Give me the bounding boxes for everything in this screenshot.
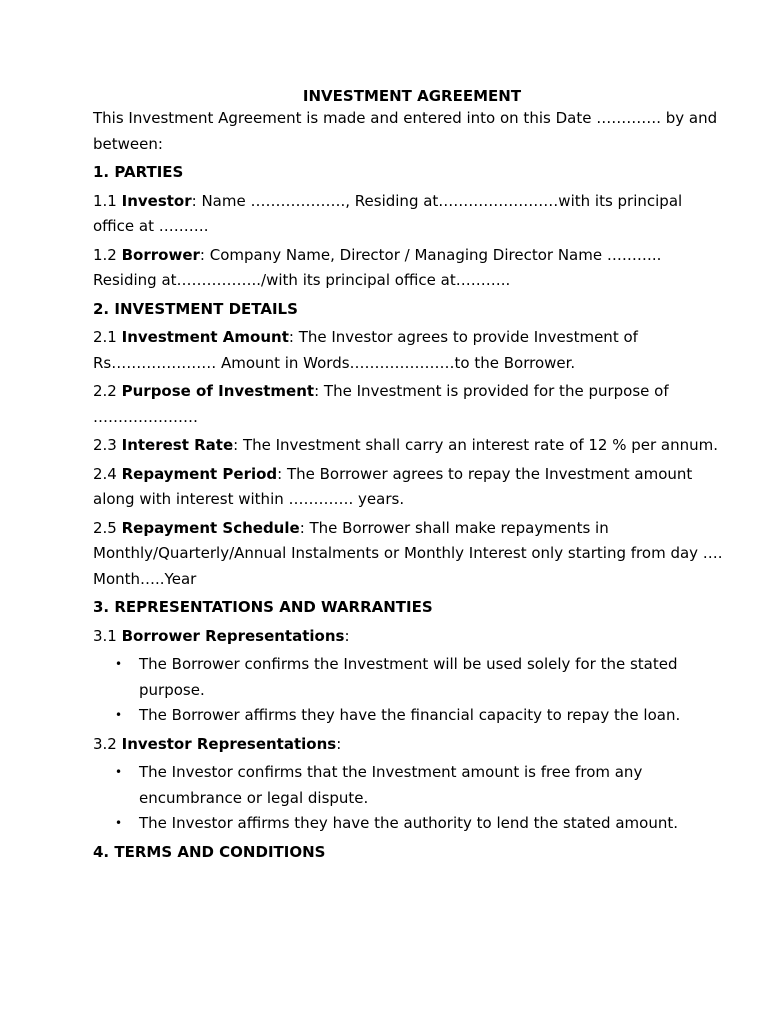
clause-text: : The Borrower shall make repayments in Monthly/Quarterly/Annual Instalments or Monthly Interest only starting from day …. Month…..Year — [93, 518, 723, 588]
clause-label: Repayment Period — [121, 464, 278, 483]
bullet-icon: • — [115, 657, 123, 671]
list-item — [93, 811, 725, 837]
list-item-text: The Borrower confirms the Investment will be used solely for the stated purpose. — [139, 655, 678, 699]
clause-text-line2: Residing at……………../with its principal office at……….. — [93, 271, 511, 289]
section-heading-terms: 4. TERMS AND CONDITIONS — [93, 842, 326, 861]
list-item-text: The Investor confirms that the Investment amount is free from any encumbrance or legal dispute. — [139, 763, 643, 807]
section-heading-representations: 3. REPRESENTATIONS AND WARRANTIES — [93, 598, 433, 616]
clause-label: Investor — [121, 191, 192, 210]
clause-text: : The Borrower agrees to repay the Investment amount along with interest within …………. years. — [93, 464, 693, 508]
clause-number: 3.1 — [93, 626, 122, 645]
list-item — [93, 652, 725, 703]
clause-text: : The Investor agrees to provide Investment of Rs………………… Amount in Words…………………to the Borrower. — [93, 328, 638, 372]
clause-1-1 — [93, 189, 725, 240]
document-title: INVESTMENT AGREEMENT — [302, 87, 522, 105]
clause-number: 3.2 — [93, 734, 122, 753]
clause-label: Investment Amount — [121, 328, 289, 346]
clause-label: Purpose of Investment — [121, 382, 315, 400]
intro-paragraph: This Investment Agreement is made and entered into on this Date …………. by and between: — [93, 109, 718, 153]
clause-3-2 — [93, 732, 725, 758]
investor-representations-list — [93, 760, 725, 837]
bullet-icon: • — [115, 708, 123, 722]
clause-text: : Name ………………., Residing at……………………with its principal office at ………. — [93, 191, 683, 235]
clause-number: 1.2 — [93, 245, 122, 264]
clause-label: Interest Rate — [121, 436, 234, 454]
clause-1-2 — [93, 243, 725, 294]
document-body — [93, 86, 725, 865]
clause-3-1 — [93, 624, 725, 650]
clause-text: : The Investment shall carry an interest rate of 12 % per annum. — [233, 436, 719, 454]
clause-text: : The Investment is provided for the purpose of ………………… — [93, 382, 669, 426]
clause-number: 1.1 — [93, 191, 122, 210]
clause-number: 2.3 — [93, 436, 122, 454]
clause-2-5 — [93, 516, 725, 593]
clause-2-3 — [93, 433, 725, 459]
clause-colon: : — [344, 626, 350, 645]
clause-text: : Company Name, Director / Managing Director Name ……….. — [199, 245, 662, 264]
bullet-icon: • — [115, 765, 123, 779]
clause-label: Borrower Representations — [121, 626, 345, 645]
clause-2-1 — [93, 325, 725, 376]
clause-number: 2.5 — [93, 518, 122, 537]
clause-number: 2.1 — [93, 328, 122, 346]
clause-2-2 — [93, 379, 725, 430]
clause-label: Repayment Schedule — [121, 518, 300, 537]
list-item-text: The Investor affirms they have the authority to lend the stated amount. — [139, 814, 678, 832]
list-item-text: The Borrower affirms they have the financial capacity to repay the loan. — [139, 706, 681, 724]
borrower-representations-list — [93, 652, 725, 729]
section-heading-parties: 1. PARTIES — [93, 163, 184, 181]
clause-number: 2.2 — [93, 382, 122, 400]
clause-number: 2.4 — [93, 464, 122, 483]
section-heading-investment-details: 2. INVESTMENT DETAILS — [93, 299, 298, 318]
clause-label: Borrower — [121, 245, 200, 264]
clause-label: Investor Representations — [121, 734, 337, 753]
list-item — [93, 760, 725, 811]
bullet-icon: • — [115, 816, 123, 830]
list-item — [93, 703, 725, 729]
clause-2-4 — [93, 462, 725, 513]
clause-colon: : — [336, 734, 342, 753]
